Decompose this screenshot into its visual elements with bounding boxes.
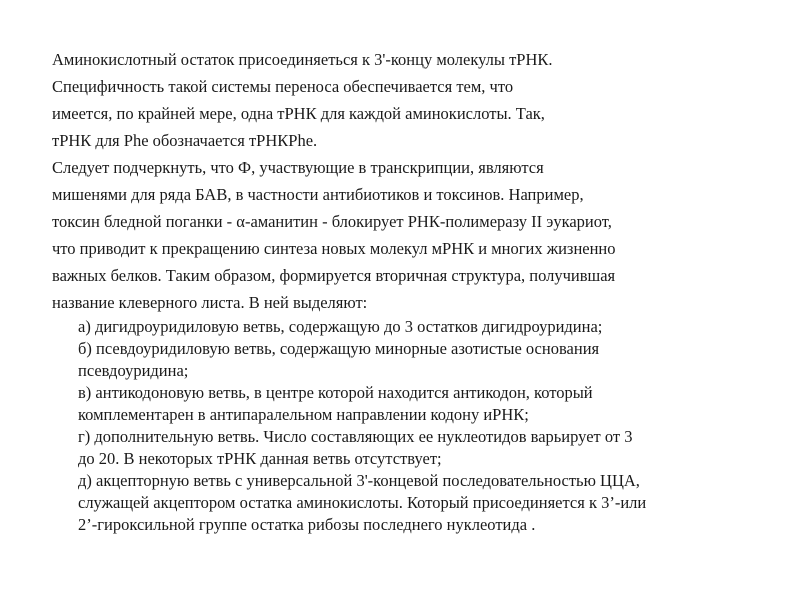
list-item: в) антикодоновую ветвь, в центре которой находится антикодон, который	[78, 383, 593, 402]
list-item: а) дигидроуридиловую ветвь, содержащую до 3 остатков дигидроуридина;	[78, 317, 603, 336]
paragraph-line: название клеверного листа. В ней выделяют:	[52, 293, 368, 312]
list-item: комплементарен в антипаралельном направлении кодону иРНК;	[78, 405, 529, 424]
list-item: служащей акцептором остатка аминокислоты. Который присоединяется к 3’-или	[78, 493, 647, 512]
paragraph-line: Специфичность такой системы переноса обеспечивается тем, что	[52, 77, 514, 96]
paragraph-line: тРНК для Phe обозначается тРНКPhe.	[52, 131, 318, 150]
paragraph-line: токсин бледной поганки - α-аманитин - блокирует РНК-полимеразу II эукариот,	[52, 212, 612, 231]
branch-list	[52, 316, 782, 536]
paragraph-line: Аминокислотный остаток присоединяеться к 3'-концу молекулы тРНК.	[52, 50, 553, 69]
text-block	[52, 46, 782, 536]
list-item: псевдоуридина;	[78, 361, 189, 380]
list-item: 2’-гироксильной группе остатка рибозы последнего нуклеотида .	[78, 515, 536, 534]
paragraph-line: имеется, по крайней мере, одна тРНК для каждой аминокислоты. Так,	[52, 104, 545, 123]
paragraph-line: важных белков. Таким образом, формируется вторичная структура, получившая	[52, 266, 616, 285]
paragraph-line: мишенями для ряда БАВ, в частности антибиотиков и токсинов. Например,	[52, 185, 584, 204]
list-item: г) дополнительную ветвь. Число составляющих ее нуклеотидов варьирует от 3	[78, 427, 633, 446]
list-item: д) акцепторную ветвь с универсальной 3'-концевой последовательностью ЦЦА,	[78, 471, 640, 490]
paragraph-line: что приводит к прекращению синтеза новых молекул мРНК и многих жизненно	[52, 239, 616, 258]
list-item: до 20. В некоторых тРНК данная ветвь отсутствует;	[78, 449, 442, 468]
list-item: б) псевдоуридиловую ветвь, содержащую минорные азотистые основания	[78, 339, 600, 358]
paragraph-line: Следует подчеркнуть, что Ф, участвующие в транскрипции, являются	[52, 158, 544, 177]
